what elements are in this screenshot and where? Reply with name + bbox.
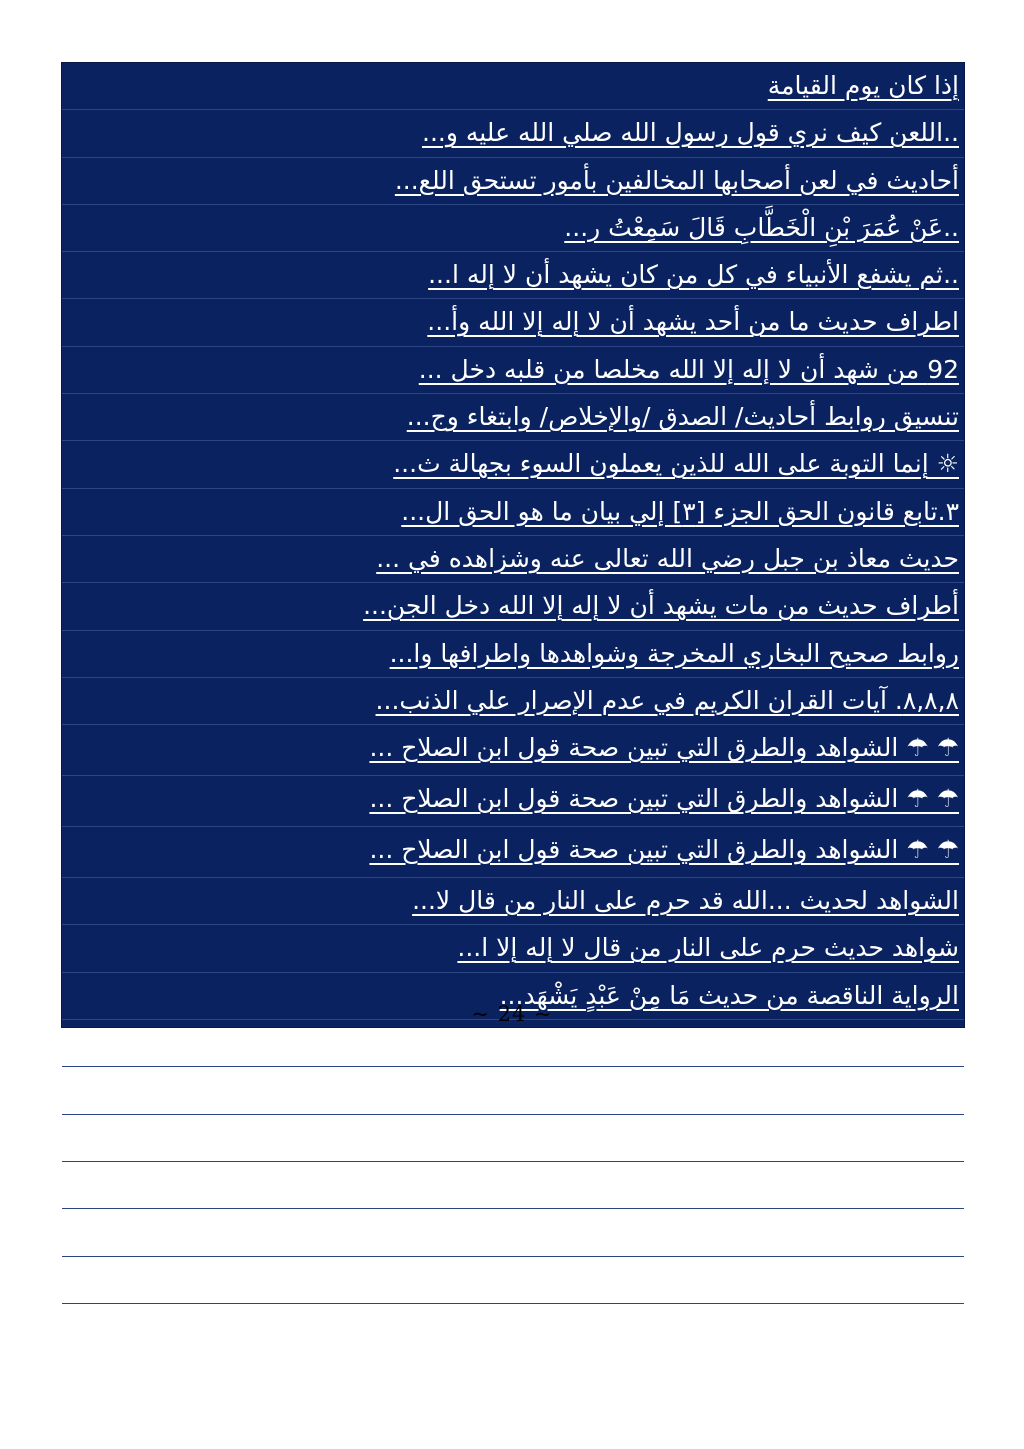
article-link[interactable]: اللهم لا تدع لنا ذنبا إلا غفرته ولا هماً إلا فرجته... (473, 1217, 959, 1247)
article-link[interactable]: البخاري( قَالَ غَدَا عَلَيَّ رَسُولُ اللَّهِ صَلَّ... (544, 1075, 959, 1105)
article-link[interactable]: ..ثم يشفع الأنبياء في كل من كان يشهد أن لا إله ا... (428, 260, 959, 290)
page-number: ~ 24 ~ (471, 1002, 553, 1026)
list-item (62, 1020, 964, 1067)
article-link[interactable]: ٨,٨,٨. آيات القران الكريم في عدم الإصرار علي الذنب... (375, 685, 959, 715)
article-link[interactable]: ☂ ☂ الشواهد والطرق التي تبين صحة قول ابن الصلاح ... (369, 835, 959, 865)
list-item (62, 158, 964, 205)
list-item (62, 1162, 964, 1209)
article-link[interactable]: ☼ إنما التوبة على الله للذين يعملون السوء بجهالة ث... (393, 449, 959, 479)
article-link[interactable]: الشواهد لحديث ...الله قد حرم على النار من قال لا... (412, 886, 959, 916)
list-item (62, 725, 964, 776)
article-link[interactable]: 92 من شهد أن لا إله إلا الله مخلصا من قلبه دخل ... (418, 354, 959, 384)
article-link[interactable]: الرواية الناقصة من حديث مَا مِنْ عَبْدٍ يَشْهَد... (499, 1028, 959, 1058)
article-link[interactable]: حديث معاذ بن جبل رضي الله تعالى عنه وشزاهده في ... (376, 543, 959, 573)
links-panel (61, 62, 965, 1294)
list-item (62, 536, 964, 583)
article-link[interactable]: ** يقول النووي في تأويله لحديث( من حمل علينا ال... (402, 1169, 959, 1199)
list-item (62, 489, 964, 536)
link-list (62, 63, 964, 1304)
list-item (62, 827, 964, 878)
article-link[interactable]: ☂ ☂ الشواهد والطرق التي تبين صحة قول ابن الصلاح ... (369, 784, 959, 814)
article-link[interactable]: اطراف حديث ما من أحد يشهد أن لا إله إلا الله وأ... (427, 307, 959, 337)
article-link[interactable]: الرواية الناقصة من حديث مَا مِنْ عَبْدٍ يَشْهَد... (499, 980, 959, 1010)
list-item (62, 299, 964, 346)
list-item (62, 583, 964, 630)
list-item (62, 63, 964, 110)
list-item (62, 776, 964, 827)
article-link[interactable]: روابط صحيح البخاري المخرجة وشواهدها واطرافها وا... (389, 638, 959, 668)
article-link[interactable]: دعاء ورجاء (846, 1264, 959, 1294)
article-link[interactable]: ★ ما القول الفصل في حديث من قال لا إله إلا الله دخ... (380, 1122, 959, 1152)
article-link[interactable]: أطراف حديث من مات يشهد أن لا إله إلا الله دخل الجن... (363, 591, 959, 621)
list-item (62, 252, 964, 299)
list-item (62, 347, 964, 394)
list-item (62, 1115, 964, 1162)
list-item (62, 631, 964, 678)
list-item (62, 394, 964, 441)
article-link[interactable]: ..عَنْ عُمَرَ بْنِ الْخَطَّابِ قَالَ سَمِعْتُ ر... (564, 212, 959, 242)
list-item (62, 1257, 964, 1304)
list-item (62, 878, 964, 925)
article-link[interactable]: ٣.تابع قانون الحق الجزء [٣] إلي بيان ما هو الحق ال... (401, 496, 959, 526)
article-link[interactable]: شواهد حديث حرم على النار من قال لا إله إلا ا... (457, 933, 959, 963)
article-link[interactable]: إذا كان يوم القيامة (767, 71, 959, 100)
list-item (62, 925, 964, 972)
article-link[interactable]: تنسيق روابط أحاديث/ الصدق /والإخلاص/ وابتغاء وج... (406, 402, 959, 432)
list-item (62, 678, 964, 725)
list-item (62, 1209, 964, 1256)
article-link[interactable]: ..اللعن كيف نري قول رسول الله صلي الله عليه و... (422, 118, 959, 148)
list-item (62, 1067, 964, 1114)
list-item (62, 110, 964, 157)
article-link[interactable]: ☂ ☂ الشواهد والطرق التي تبين صحة قول ابن الصلاح ... (369, 733, 959, 763)
list-item (62, 441, 964, 488)
list-item (62, 205, 964, 252)
article-link[interactable]: أحاديث في لعن أصحابها المخالفين بأمور تستحق اللع... (394, 165, 959, 195)
